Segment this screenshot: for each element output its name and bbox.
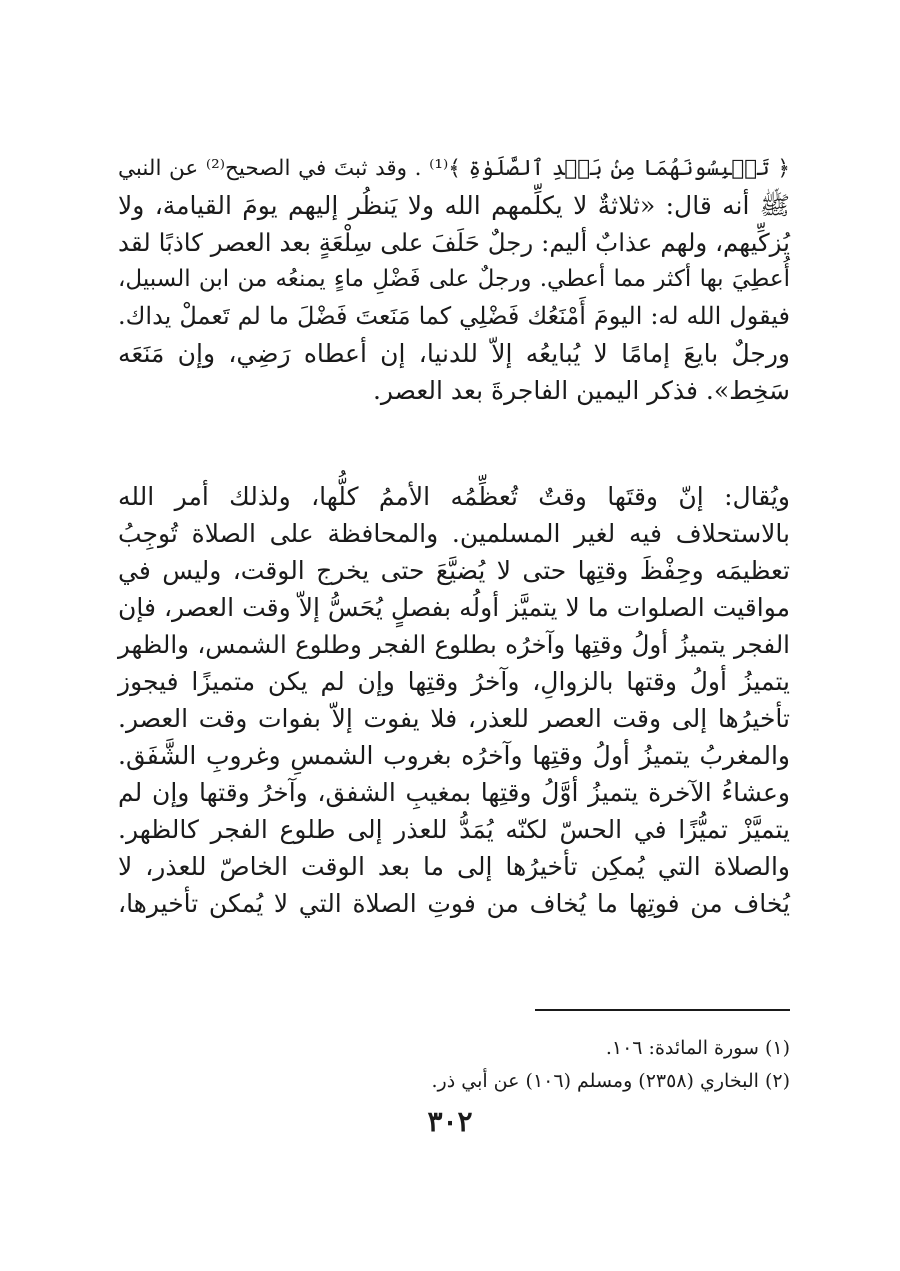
text-line: يُزكِّيهم، ولهم عذابٌ أليم: رجلٌ حَلَفَ على سِلْعَةٍ بعد العصر كاذبًا لقد	[118, 228, 790, 257]
footnote-divider	[535, 1009, 790, 1011]
text-line: مواقيت الصلوات ما لا يتميَّز أولُه بفصلٍ يُحَسُّ إلاّ وقت العصر، فإن	[118, 593, 790, 622]
footnote-2: (٢) البخاري (٢٣٥٨) ومسلم (١٠٦) عن أبي ذر.	[431, 1070, 790, 1092]
text-line: يتميزُ أولُ وقتها بالزوالِ، وآخرُ وقتِها وإن لم يكن متميزًا فيجوز	[118, 667, 790, 696]
footnote-1: (١) سورة المائدة: ١٠٦.	[605, 1037, 790, 1059]
text-line: أُعطِيَ بها أكثر مما أعطي. ورجلٌ على فَضْلِ ماءٍ يمنعُه من ابن السبيل،	[118, 266, 790, 292]
paragraph-2	[118, 478, 790, 922]
text-line: والصلاة التي يُمكِن تأخيرُها إلى ما بعد الوقت الخاصّ للعذر، لا	[118, 852, 790, 881]
text-line: والمغربُ يتميزُ أولُ وقتِها وآخرُه بغروب الشمسِ وغروبِ الشَّفَق.	[118, 741, 790, 770]
footnotes	[118, 1032, 790, 1098]
text-line: تعظيمَه وحِفْظَ وقتِها حتى لا يُضيَّعَ حتى يخرج الوقت، وليس في	[118, 556, 790, 585]
text-line: يُخاف من فوتِها ما يُخاف من فوتِ الصلاة التي لا يُمكن تأخيرها،	[118, 889, 790, 918]
text-line: يتميَّزْ تميُّزًا في الحسّ لكنّه يُمَدُّ للعذر إلى طلوع الفجر كالظهر.	[118, 815, 790, 844]
paragraph-1	[118, 150, 790, 409]
text-line: الفجر يتميزُ أولُ وقتِها وآخرُه بطلوع الفجر وطلوع الشمس، والظهر	[118, 630, 790, 659]
text-line: ﴿ تَحۡبِسُونَهُمَا مِنۢ بَعۡدِ ٱلصَّلَوٰةِ ﴾⁽¹⁾ . وقد ثبتَ في الصحيح⁽²⁾ عن النبي	[118, 156, 790, 181]
text-line: ويُقال: إنّ وقتَها وقتٌ تُعظِّمُه الأممُ كلُّها، ولذلك أمر الله	[118, 482, 790, 511]
text-line: تأخيرُها إلى وقت العصر للعذر، فلا يفوت إلاّ بفوات وقت العصر.	[118, 704, 790, 733]
text-line: فيقول الله له: اليومَ أَمْنَعُك فَضْلِي كما مَنَعتَ فَضْلَ ما لم تَعملْ يداك.	[118, 302, 790, 330]
page-number: ٣٠٢	[427, 1105, 473, 1138]
text-line: ورجلٌ بايعَ إمامًا لا يُبايعُه إلاّ للدنيا، إن أعطاه رَضِي، وإن مَنَعَه	[118, 339, 790, 368]
text-line: ﷺ أنه قال: «ثلاثةٌ لا يكلِّمهم الله ولا يَنظُر إليهم يومَ القيامة، ولا	[118, 191, 790, 220]
text-line: سَخِط». فذكر اليمين الفاجرةَ بعد العصر.	[372, 376, 790, 405]
text-line: بالاستحلاف فيه لغير المسلمين. والمحافظة على الصلاة تُوجِبُ	[118, 519, 790, 548]
text-line: وعشاءُ الآخرة يتميزُ أوَّلُ وقتِها بمغيبِ الشفق، وآخرُ وقتها وإن لم	[118, 778, 790, 807]
